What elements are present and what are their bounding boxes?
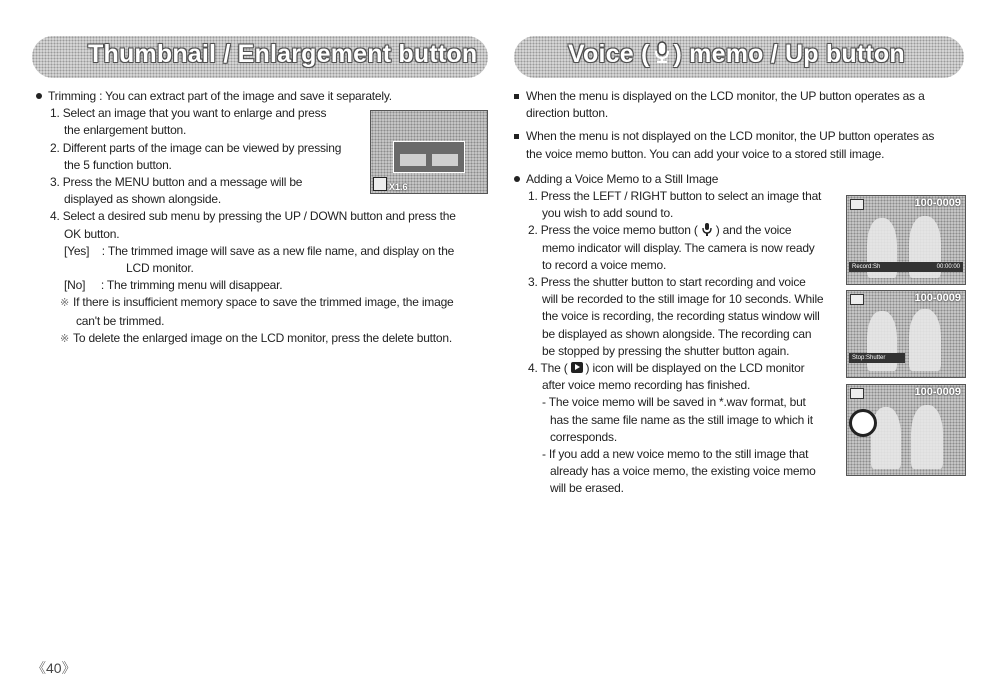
zoom-frame-icon xyxy=(373,177,387,191)
voice-step-2: 2. Press the voice memo button ( ) and the voice xyxy=(528,223,792,238)
overwrite-note: - If you add a new voice memo to the still image that xyxy=(542,447,809,462)
voice-step-3-cont3: be displayed as shown alongside. The recording can xyxy=(542,326,812,341)
person-figure xyxy=(911,405,943,469)
microphone-icon xyxy=(653,40,671,64)
record-time: 00:00:00 xyxy=(936,264,960,270)
wav-format-note: - The voice memo will be saved in *.wav format, but xyxy=(542,395,806,410)
file-number: 100-0009 xyxy=(914,292,961,304)
voice-memo-icon xyxy=(571,362,583,373)
page-number: 《40》 xyxy=(32,660,76,676)
overwrite-note-cont2: will be erased. xyxy=(550,481,624,496)
voice-step-1: 1. Press the LEFT / RIGHT button to select an image that xyxy=(528,189,822,204)
section-banner-voice-memo xyxy=(514,36,964,78)
yes-option-cont: LCD monitor. xyxy=(126,261,194,276)
step-3: 3. Press the MENU button and a message will be xyxy=(50,175,303,190)
yes-box xyxy=(400,154,426,166)
section-banner-thumbnail xyxy=(32,36,488,78)
voice-memo-indicator-icon xyxy=(849,409,877,437)
step-4: 4. Select a desired sub menu by pressing the UP / DOWN button and press the xyxy=(50,209,456,224)
recording-status-bar xyxy=(849,262,963,272)
camera-mode-icon xyxy=(850,388,864,399)
up-button-menu: When the menu is displayed on the LCD monitor, the UP button operates as a xyxy=(514,88,974,105)
section-title-thumbnail: Thumbnail / Enlargement button xyxy=(88,40,478,68)
voice-step-2-cont2: to record a voice memo. xyxy=(542,257,667,272)
voice-step-1-cont: you wish to add sound to. xyxy=(542,206,674,221)
file-number: 100-0009 xyxy=(914,386,961,398)
step-2-cont: the 5 function button. xyxy=(64,157,172,172)
up-button-voice-cont: the voice memo button. You can add your voice to a stored still image. xyxy=(526,146,885,161)
step-2: 2. Different parts of the image can be viewed by pressing xyxy=(50,140,342,155)
bullet-square-icon xyxy=(514,134,519,139)
note-mark-icon: ※ xyxy=(60,297,70,310)
title-part-2: ) memo / Up button xyxy=(673,40,905,68)
voice-step-3: 3. Press the shutter button to start recording and voice xyxy=(528,275,806,290)
yes-option: [Yes] : The trimmed image will save as a new file name, and display on the xyxy=(64,243,455,258)
voice-step-3-cont: will be recorded to the still image for 10 seconds. While xyxy=(542,292,824,307)
section-title-voice-memo xyxy=(568,40,905,69)
record-label: Record:Sh xyxy=(852,264,881,270)
stop-label: Stop:Shutter xyxy=(852,355,886,361)
note-delete: ※ To delete the enlarged image on the LCD monitor, press the delete button. xyxy=(60,330,453,345)
camera-mode-icon xyxy=(850,294,864,305)
stop-shutter-bar xyxy=(849,353,905,363)
zoom-level: X1.6 xyxy=(389,182,408,192)
step-3-cont: displayed as shown alongside. xyxy=(64,192,221,207)
step-1-cont: the enlargement button. xyxy=(64,123,187,138)
trimming-intro: Trimming : You can extract part of the image and save it separately. xyxy=(36,88,486,105)
trimming-dialog xyxy=(393,141,465,173)
wav-format-note-cont2: corresponds. xyxy=(550,429,617,444)
voice-step-2-cont: memo indicator will display. The camera is now ready xyxy=(542,240,815,255)
trimming-screenshot xyxy=(370,110,488,194)
wav-format-note-cont: has the same file name as the still image to which it xyxy=(550,412,813,427)
person-figure xyxy=(909,309,941,371)
voice-ready-screenshot xyxy=(846,195,966,285)
voice-recording-screenshot xyxy=(846,290,966,378)
camera-mode-icon xyxy=(850,199,864,210)
voice-step-3-cont4: be stopped by pressing the shutter button again. xyxy=(542,343,790,358)
voice-step-4-cont: after voice memo recording has finished. xyxy=(542,378,751,393)
up-button-menu-cont: direction button. xyxy=(526,106,608,121)
note-mark-icon: ※ xyxy=(60,332,70,345)
note-memory-cont: can't be trimmed. xyxy=(76,313,165,328)
no-option: [No] : The trimming menu will disappear. xyxy=(64,278,283,293)
overwrite-note-cont: already has a voice memo, the existing voice memo xyxy=(550,464,816,479)
voice-step-4: 4. The ( ) icon will be displayed on the LCD monitor xyxy=(528,361,805,376)
up-button-voice: When the menu is not displayed on the LCD monitor, the UP button operates as xyxy=(514,128,974,145)
no-box xyxy=(432,154,458,166)
step-1: 1. Select an image that you want to enlarge and press xyxy=(50,106,327,121)
note-memory: ※ If there is insufficient memory space to save the trimmed image, the image xyxy=(60,295,454,310)
file-number: 100-0009 xyxy=(914,197,961,209)
voice-saved-screenshot xyxy=(846,384,966,476)
adding-voice-memo-heading: Adding a Voice Memo to a Still Image xyxy=(514,171,974,188)
title-part-1: Voice ( xyxy=(568,40,650,68)
bullet-dot-icon xyxy=(514,176,520,182)
step-4-cont: OK button. xyxy=(64,226,120,241)
microphone-icon xyxy=(702,223,712,236)
bullet-dot-icon xyxy=(36,93,42,99)
bullet-square-icon xyxy=(514,94,519,99)
voice-step-3-cont2: the voice is recording, the recording status window will xyxy=(542,309,820,324)
